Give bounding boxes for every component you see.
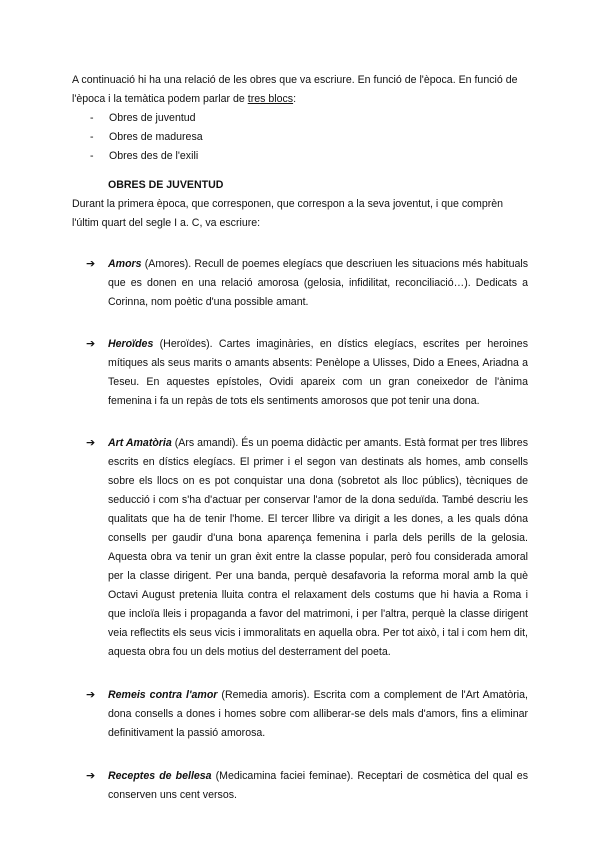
intro-paragraph [72, 71, 528, 109]
intro-colon: : [293, 93, 297, 105]
work-item-art-amatoria [72, 434, 528, 662]
arrow-icon: ➔ [86, 437, 96, 449]
section-heading: OBRES DE JUVENTUD [108, 179, 224, 191]
section-intro: Durant la primera època, que corresponen, que correspon a la seva joventut, i que comprèn l'últim quart del segle I a. C, va escriure: [72, 198, 504, 229]
work-title: Art Amatòria [108, 437, 172, 449]
tres-blocs-underlined: tres blocs [247, 93, 294, 105]
work-description: (Medicamina faciei feminae). Receptari de cosmètica del qual es conserven uns cent versos. [108, 770, 528, 801]
list-item [72, 128, 528, 147]
work-title: Remeis contra l'amor [108, 689, 218, 701]
list-item [72, 147, 528, 166]
work-item-heroides [72, 335, 528, 411]
list-item-label: Obres de juventud [109, 112, 196, 124]
arrow-icon: ➔ [86, 258, 96, 270]
dash-marker: - [90, 150, 94, 162]
work-item-amors [72, 255, 528, 312]
work-description: (Heroïdes). Cartes imaginàries, en dístics elegíacs, escrites per heroines mítiques als seus marits o amants absents: Penèlope a Ulisses, Dido a Enees, Ariadna a Teseu. En aquestes epístoles, Ovidi apareix com un gran coneixedor de l'ànima femenina i fa un repàs de tots els sentiments amorosos que pot tenir una dona. [108, 338, 528, 407]
intro-text: A continuació hi ha una relació de les obres que va escriure. En funció de l'època. En funció de l'època i la temàtica podem parlar de [72, 74, 518, 105]
work-description: (Remedia amoris). Escrita com a complement de l'Art Amatòria, dona consells a dones i homes sobre com alliberar-se dels mals d'amors, fins a eliminar definitivament la passió amorosa. [108, 689, 528, 739]
work-item-remeis [72, 686, 528, 743]
work-description: (Ars amandi). És un poema didàctic per amants. Està format per tres llibres escrits en dístics elegíacs. El primer i el segon van destinats als homes, amb consells sobre els llocs on es pot conquistar una dona (sobretot als lloc públics), tècniques de seducció i com s'ha d'actuar per conservar l'amor de la dona seduïda. També descriu les qualitats que ha de tenir l'home. El tercer llibre va dirigit a les dones, a les quals dóna consells per gaudir d'una bona aparença femenina i parla dels perills de la gelosia. Aquesta obra va tenir un gran èxit entre la classe popular, però fou considerada amoral per la classe dirigent. Per una banda, perquè desafavoria la reforma moral amb la què Octavi August pretenia lluita contra el relaxament dels costums que hi havia a Roma i que incloïa lleis i propaganda a favor del matrimoni, i per l'altra, perquè la classe dirigent veia reflectits els seus vicis i immoralitats en aquella obra. Per tot això, i tal i com hem dit, aquesta obra fou un dels motius del desterrament del poeta. [108, 437, 528, 658]
work-title: Heroïdes [108, 338, 154, 350]
dash-marker: - [90, 112, 94, 124]
list-item-label: Obres des de l'exili [109, 150, 199, 162]
work-item-receptes [72, 767, 528, 805]
blocks-list [72, 109, 528, 166]
document-page [72, 71, 528, 805]
list-item-label: Obres de maduresa [109, 131, 203, 143]
work-title: Amors [108, 258, 142, 270]
arrow-icon: ➔ [86, 338, 96, 350]
arrow-icon: ➔ [86, 689, 96, 701]
list-item [72, 109, 528, 128]
dash-marker: - [90, 131, 94, 143]
arrow-icon: ➔ [86, 770, 96, 782]
work-title: Receptes de bellesa [108, 770, 212, 782]
work-description: (Amores). Recull de poemes elegíacs que descriuen les situacions més habituals que es donen en una relació amorosa (gelosia, infidilitat, reconciliació…). Dedicats a Corinna, nom poètic d'una possible amant. [108, 258, 528, 308]
